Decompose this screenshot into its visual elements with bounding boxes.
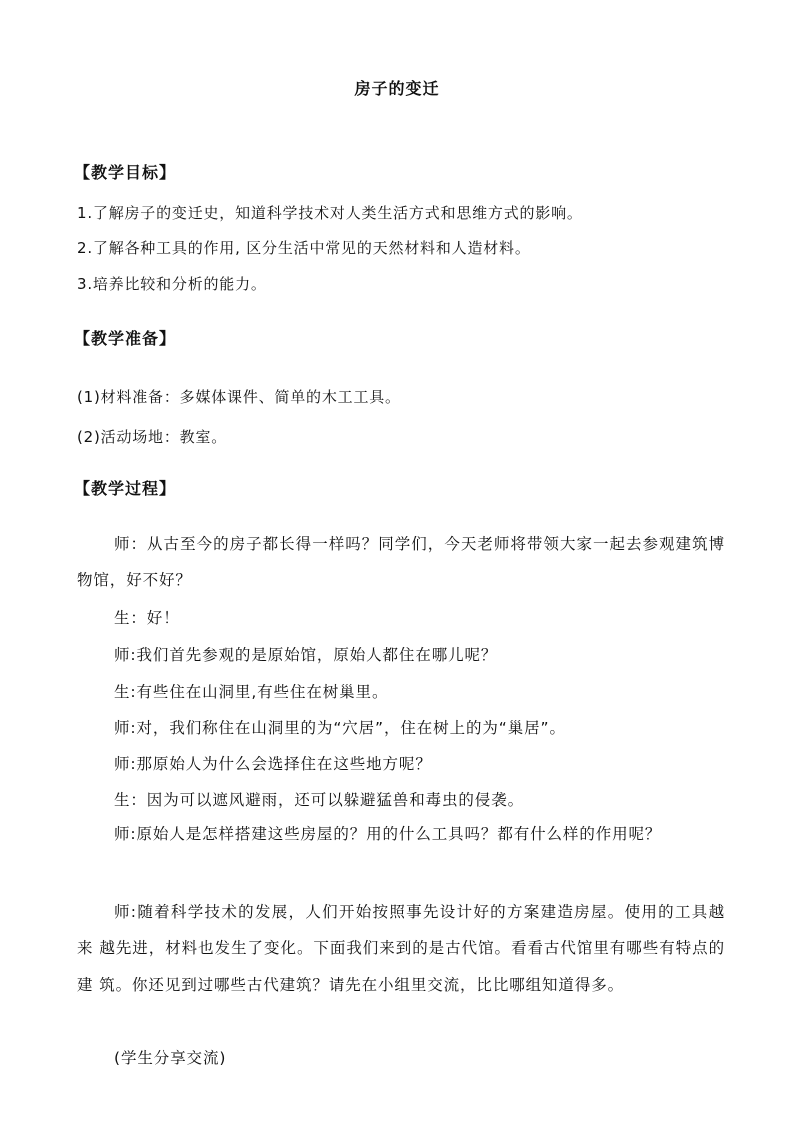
dialogue-line: 师:我们首先参观的是原始馆，原始人都住在哪儿呢？ <box>114 646 498 664</box>
objective-item: 3.培养比较和分析的能力。 <box>77 275 267 293</box>
objective-item: 1.了解房子的变迁史，知道科学技术对人类生活方式和思维方式的影响。 <box>77 204 583 222</box>
objectives-heading: 【教学目标】 <box>74 163 177 182</box>
preparation-item: (2)活动场地：教室。 <box>77 428 228 446</box>
dialogue-line: 生:有些住在山洞里,有些住在树巢里。 <box>114 683 389 701</box>
dialogue-line: 生：好！ <box>114 609 180 627</box>
dialogue-line: 师:对，我们称住在山洞里的为“穴居”，住在树上的为“巢居”。 <box>114 719 566 737</box>
document-title: 房子的变迁 <box>354 79 440 98</box>
objective-item: 2.了解各种工具的作用, 区分生活中常见的天然材料和人造材料。 <box>77 239 531 257</box>
dialogue-line: 生：因为可以遮风避雨，还可以躲避猛兽和毒虫的侵袭。 <box>114 791 525 809</box>
preparation-item: (1)材料准备：多媒体课件、简单的木工工具。 <box>77 388 401 406</box>
teacher-development-paragraph: 师:随着科学技术的发展，人们开始按照事先设计好的方案建造房屋。使用的工具越来 越先进，材料也发生了变化。下面我们来到的是古代馆。看看古代馆里有哪些有特点的建 筑。你还见到过哪些古代建筑？请先在小组里交流，比比哪组知道得多。 <box>77 903 725 994</box>
teacher-question-paragraph: 师:原始人是怎样搭建这些房屋的？用的什么工具吗？都有什么样的作用呢？ <box>114 825 662 843</box>
student-activity-note: (学生分享交流) <box>114 1049 227 1067</box>
process-heading: 【教学过程】 <box>74 479 177 498</box>
dialogue-line: 师:那原始人为什么会选择住在这些地方呢？ <box>114 755 432 773</box>
preparation-heading: 【教学准备】 <box>74 329 177 348</box>
teacher-intro-paragraph: 师：从古至今的房子都长得一样吗？同学们，今天老师将带领大家一起去参观建筑博物馆，好不好？ <box>77 535 725 590</box>
